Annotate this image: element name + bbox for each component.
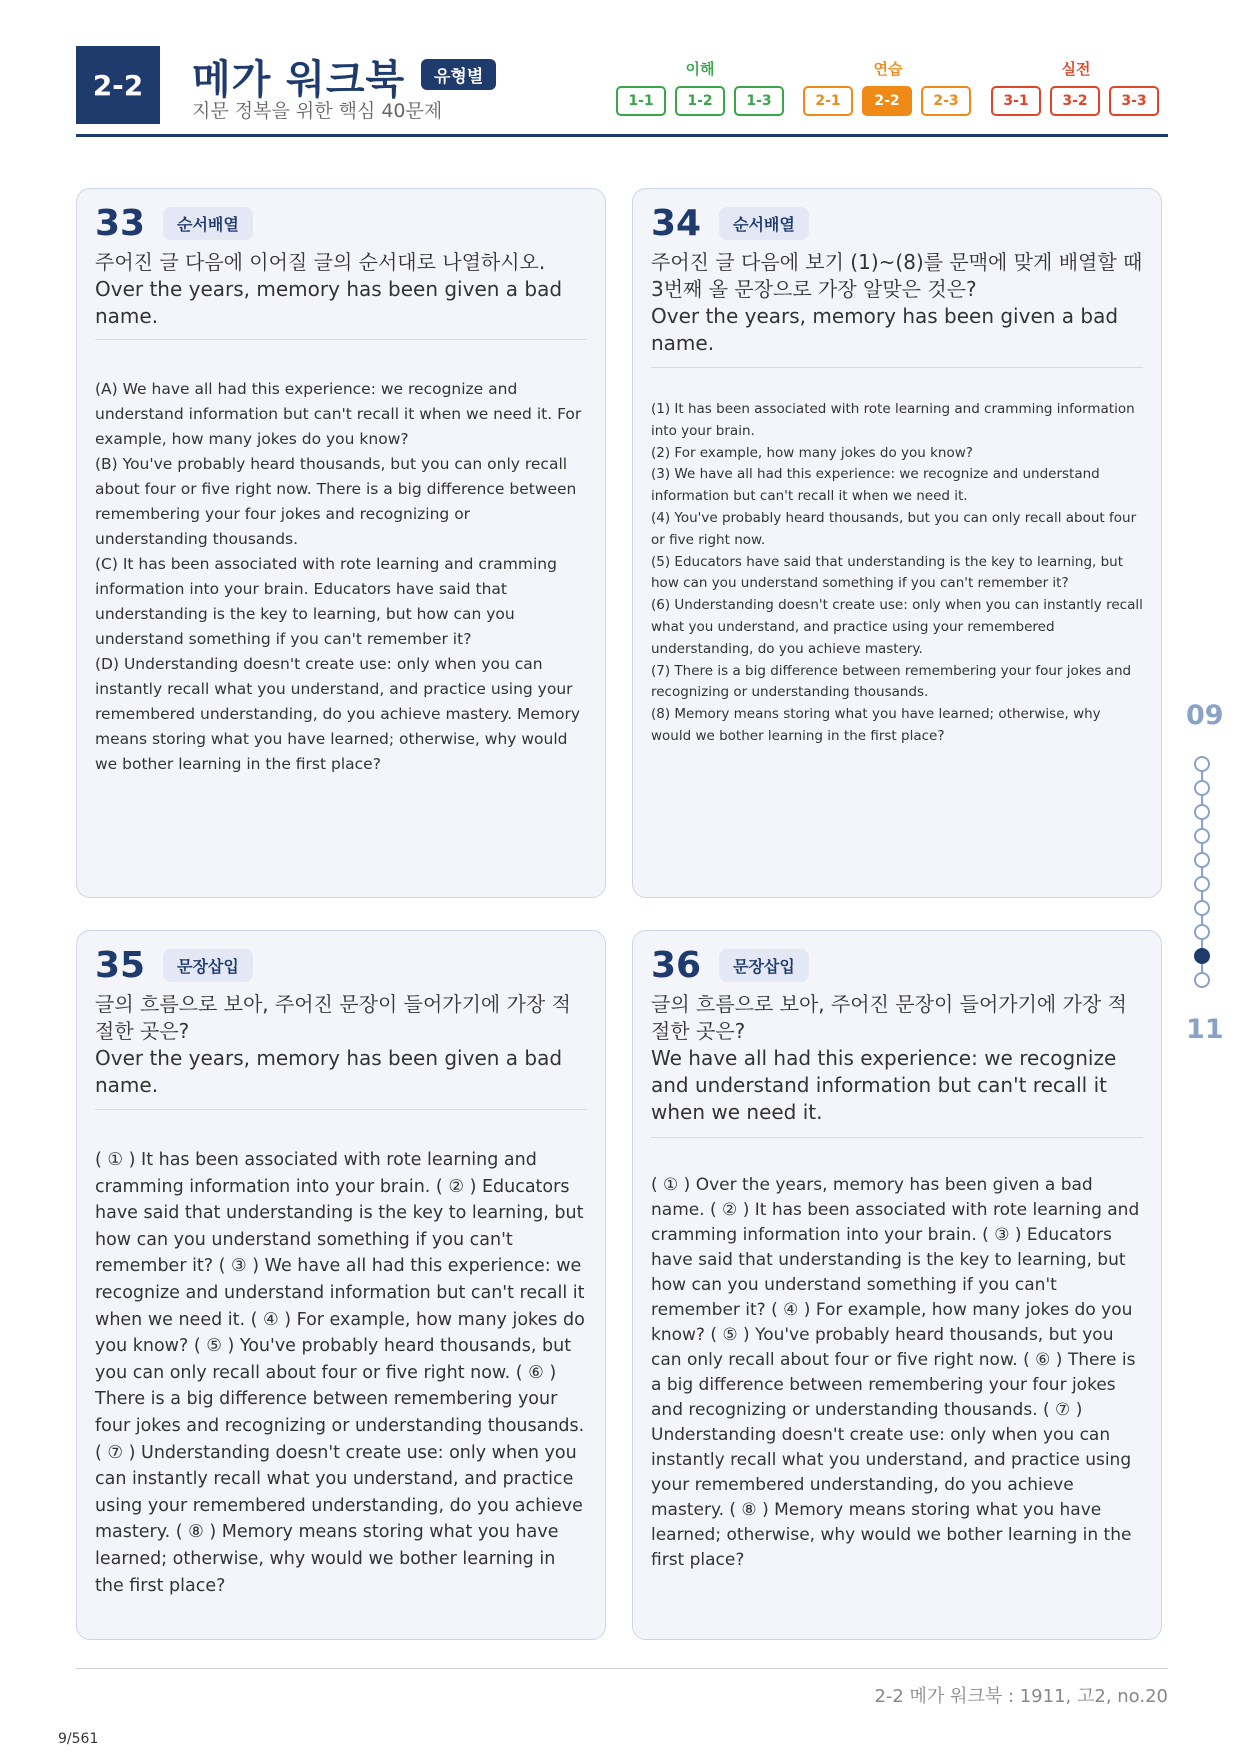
question-prompt-block <box>651 991 1143 1126</box>
nav-button-2-3[interactable]: 2-3 <box>921 86 971 116</box>
side-index-dot[interactable] <box>1194 756 1210 772</box>
question-number: 34 <box>651 203 702 244</box>
given-sentence: Over the years, memory has been given a bad name. <box>95 277 563 328</box>
question-type-tag: 순서배열 <box>719 207 809 240</box>
type-badge: 유형별 <box>421 59 496 90</box>
passage-paragraph: (A) We have all had this experience: we recognize and understand information but can't recall it when we need it. For example, how many jokes do you know? <box>95 380 582 448</box>
question-type-tag: 문장삽입 <box>163 949 253 982</box>
nav-button-2-1[interactable]: 2-1 <box>803 86 853 116</box>
question-card-35 <box>76 930 606 1640</box>
divider <box>651 367 1143 368</box>
passage-sentence: (5) Educators have said that understanding is the key to learning, but how can you understand something if you can't remember it? <box>651 553 1124 592</box>
side-index-dot[interactable] <box>1194 828 1210 844</box>
question-prompt: 글의 흐름으로 보아, 주어진 문장이 들어가기에 가장 적절한 곳은? <box>95 992 571 1043</box>
side-index-dot[interactable] <box>1194 780 1210 796</box>
side-index-dot[interactable] <box>1194 900 1210 916</box>
nav-button-3-2[interactable]: 3-2 <box>1050 86 1100 116</box>
unit-code-box: 2-2 <box>76 46 160 124</box>
side-index-dot[interactable] <box>1194 876 1210 892</box>
given-sentence: Over the years, memory has been given a bad name. <box>651 304 1119 355</box>
group-label-practice: 연습 <box>873 60 903 78</box>
question-number: 33 <box>95 203 146 244</box>
question-type-tag: 순서배열 <box>163 207 253 240</box>
given-sentence: We have all had this experience: we recognize and understand information but can't recall it when we need it. <box>651 1046 1117 1124</box>
divider <box>95 339 587 340</box>
passage <box>95 377 587 777</box>
passage-sentence: (8) Memory means storing what you have learned; otherwise, why would we bother learning in the first place? <box>651 706 1101 744</box>
passage <box>651 399 1143 748</box>
nav-button-2-2[interactable]: 2-2 <box>862 86 912 116</box>
given-sentence: Over the years, memory has been given a bad name. <box>95 1046 563 1097</box>
divider <box>651 1137 1143 1138</box>
question-card-33 <box>76 188 606 898</box>
question-prompt-block <box>95 249 587 330</box>
nav-button-1-1[interactable]: 1-1 <box>616 86 666 116</box>
question-card-34 <box>632 188 1162 898</box>
question-number: 36 <box>651 945 702 986</box>
source-note: 2-2 메가 워크북 : 1911, 고2, no.20 <box>874 1686 1168 1707</box>
passage-paragraph: (D) Understanding doesn't create use: only when you can instantly recall what you understand, and practice using your remembered understanding, do you achieve mastery. Memory means storing what you have learned; otherwise, why would we bother learning in the first place? <box>95 655 581 773</box>
passage-sentence: (7) There is a big difference between remembering your four jokes and recognizing or understanding thousands. <box>651 662 1132 701</box>
nav-button-1-2[interactable]: 1-2 <box>675 86 725 116</box>
header-divider <box>76 134 1168 137</box>
nav-button-1-3[interactable]: 1-3 <box>734 86 784 116</box>
divider <box>95 1109 587 1110</box>
side-index-start: 09 <box>1186 700 1224 731</box>
page-subtitle: 지문 정복을 위한 핵심 40문제 <box>192 100 443 122</box>
question-number: 35 <box>95 945 146 986</box>
side-index-end: 11 <box>1186 1014 1224 1045</box>
side-index-dot[interactable] <box>1194 852 1210 868</box>
side-index-dot-active[interactable] <box>1194 948 1210 964</box>
nav-button-3-3[interactable]: 3-3 <box>1109 86 1159 116</box>
nav-button-3-1[interactable]: 3-1 <box>991 86 1041 116</box>
question-prompt: 글의 흐름으로 보아, 주어진 문장이 들어가기에 가장 적절한 곳은? <box>651 992 1127 1043</box>
passage-sentence: (1) It has been associated with rote learning and cramming information into your brain. <box>651 401 1135 439</box>
question-prompt: 주어진 글 다음에 이어질 글의 순서대로 나열하시오. <box>95 250 546 274</box>
passage-sentence: (6) Understanding doesn't create use: only when you can instantly recall what you understand, and practice using your remembered understanding, do you achieve mastery. <box>651 597 1143 657</box>
passage-paragraph: (C) It has been associated with rote learning and cramming information into your brain. Educators have said that understanding is the key to learning, but how can you understand something if you can't remember it? <box>95 555 557 648</box>
passage-sentence: (2) For example, how many jokes do you know? <box>651 444 973 461</box>
passage-text: ( ① ) Over the years, memory has been given a bad name. ( ② ) It has been associated with rote learning and cramming information into your brain. ( ③ ) Educators have said that understanding is the key to learning, but how can you understand something if you can't remember it? ( ④ ) For example, how many jokes do you know? ( ⑤ ) You've probably heard thousands, but you can only recall about four or five right now. ( ⑥ ) There is a big difference between remembering your four jokes and recognizing or understanding thousands. ( ⑦ ) Understanding doesn't create use: only when you can instantly recall what you understand, and practice using your remembered understanding, do you achieve mastery. ( ⑧ ) Memory means storing what you have learned; otherwise, why would we bother learning in the first place? <box>651 1175 1140 1570</box>
group-label-understand: 이해 <box>685 60 715 78</box>
page-title: 메가 워크북 <box>192 57 406 103</box>
question-prompt-block <box>651 249 1143 357</box>
passage-sentence: (4) You've probably heard thousands, but you can only recall about four or five right now. <box>651 509 1137 548</box>
side-index-dot[interactable] <box>1194 804 1210 820</box>
passage-sentence: (3) We have all had this experience: we recognize and understand information but can't recall it when we need it. <box>651 466 1100 505</box>
passage-text: ( ① ) It has been associated with rote learning and cramming information into your brain. ( ② ) Educators have said that understanding is the key to learning, but how can you understand something if you can't remember it? ( ③ ) We have all had this experience: we recognize and understand information but can't recall it when we need it. ( ④ ) For example, how many jokes do you know? ( ⑤ ) You've probably heard thousands, but you can only recall about four or five right now. ( ⑥ ) There is a big difference between remembering your four jokes and recognizing or understanding thousands. ( ⑦ ) Understanding doesn't create use: only when you can instantly recall what you understand, and practice using your remembered understanding, do you achieve mastery. ( ⑧ ) Memory means storing what you have learned; otherwise, why would we bother learning in the first place? <box>95 1150 585 1596</box>
passage-paragraph: (B) You've probably heard thousands, but you can only recall about four or five right now. There is a big difference between remembering your four jokes and recognizing or understanding thousands. <box>95 455 577 548</box>
passage <box>95 1147 587 1599</box>
question-prompt: 주어진 글 다음에 보기 (1)~(8)를 문맥에 맞게 배열할 때 3번째 올 문장으로 가장 알맞은 것은? <box>651 250 1143 301</box>
footer-divider <box>76 1668 1168 1669</box>
side-index-dot[interactable] <box>1194 972 1210 988</box>
passage <box>651 1173 1143 1573</box>
question-prompt-block <box>95 991 587 1099</box>
question-card-36 <box>632 930 1162 1640</box>
page-number: 9/561 <box>58 1731 99 1747</box>
question-type-tag: 문장삽입 <box>719 949 809 982</box>
side-index-dot[interactable] <box>1194 924 1210 940</box>
group-label-actual: 실전 <box>1061 60 1091 78</box>
